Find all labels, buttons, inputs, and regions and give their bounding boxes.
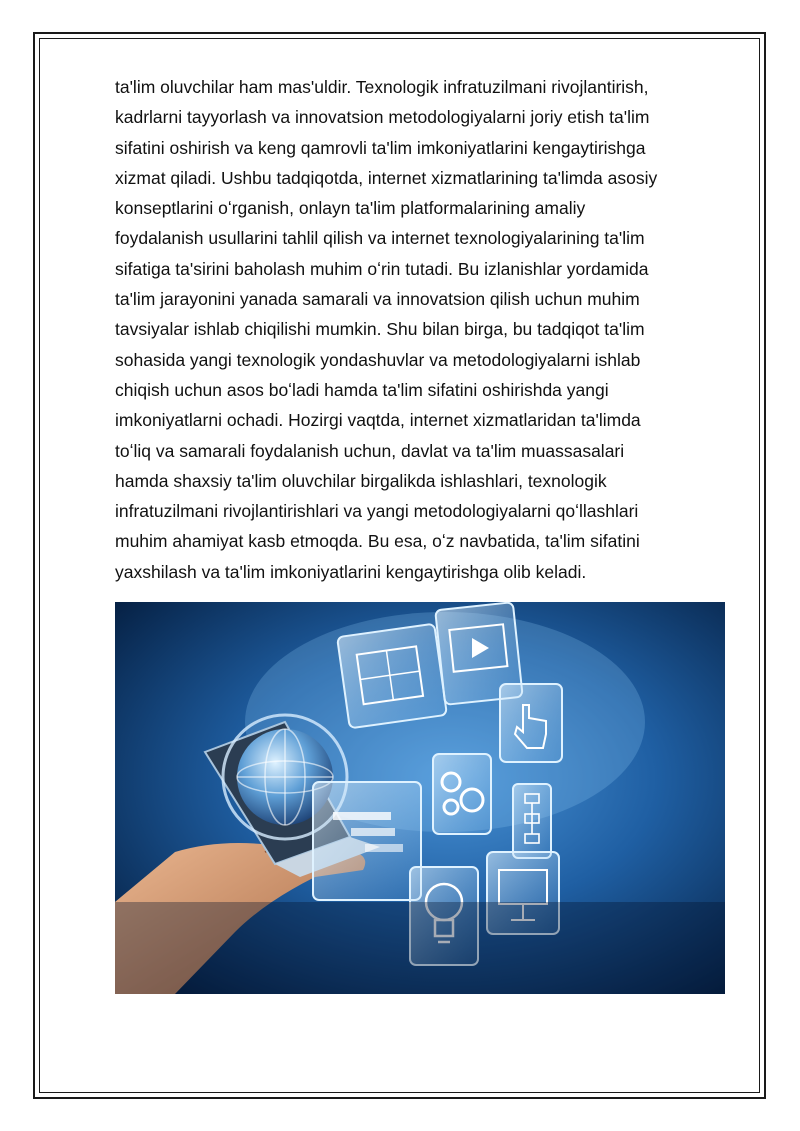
paragraph-line: konseptlarini oʻrganish, onlayn ta'lim platformalarining amaliy xyxy=(115,198,586,219)
paragraph-line: sifatini oshirish va keng qamrovli ta'lim imkoniyatlarini kengaytirishga xyxy=(115,137,646,158)
paragraph-line: ta'lim jarayonini yanada samarali va innovatsion qilish uchun muhim xyxy=(115,289,640,310)
paragraph-line: xizmat qiladi. Ushbu tadqiqotda, internet xizmatlarining ta'limda asosiy xyxy=(115,167,658,188)
paragraph-line: tavsiyalar ishlab chiqilishi mumkin. Shu bilan birga, bu tadqiqot ta'lim xyxy=(115,319,645,340)
paragraph-line: chiqish uchun asos boʻladi hamda ta'lim sifatini oshirishda yangi xyxy=(115,379,609,400)
paragraph-line: ta'lim oluvchilar ham mas'uldir. Texnologik infratuzilmani rivojlantirish, xyxy=(115,77,649,97)
body-paragraph xyxy=(115,72,735,587)
paragraph-line: imkoniyatlarni ochadi. Hozirgi vaqtda, internet xizmatlaridan ta'limda xyxy=(115,410,641,431)
paragraph-line: sifatiga ta'sirini baholash muhim oʻrin tutadi. Bu izlanishlar yordamida xyxy=(115,258,649,279)
touch-hand-icon xyxy=(500,684,562,762)
paragraph-line: muhim ahamiyat kasb etmoqda. Bu esa, oʻz navbatida, ta'lim sifatini xyxy=(115,531,640,552)
paragraph-line: yaxshilash va ta'lim imkoniyatlarini kengaytirishga olib keladi. xyxy=(115,561,587,582)
paragraph-line: toʻliq va samarali foydalanish uchun, davlat va ta'lim muassasalari xyxy=(115,440,625,461)
paragraph-line: infratuzilmani rivojlantirishlari va yangi metodologiyalarni qoʻllashlari xyxy=(115,501,639,522)
paragraph-line: foydalanish usullarini tahlil qilish va internet texnologiyalarining ta'lim xyxy=(115,228,645,249)
education-technology-illustration xyxy=(115,602,725,994)
flowchart-icon xyxy=(513,784,551,858)
paragraph-line: sohasida yangi texnologik yondashuvlar va metodologiyalarni ishlab xyxy=(115,349,641,370)
paragraph-line: kadrlarni tayyorlash va innovatsion metodologiyalarni joriy etish ta'lim xyxy=(115,107,650,128)
media-gallery-icon xyxy=(337,624,447,729)
paragraph-line: hamda shaxsiy ta'lim oluvchilar birgalikda ishlashlari, texnologik xyxy=(115,470,607,491)
chart-document-icon xyxy=(313,782,421,900)
gears-icon xyxy=(433,754,491,834)
